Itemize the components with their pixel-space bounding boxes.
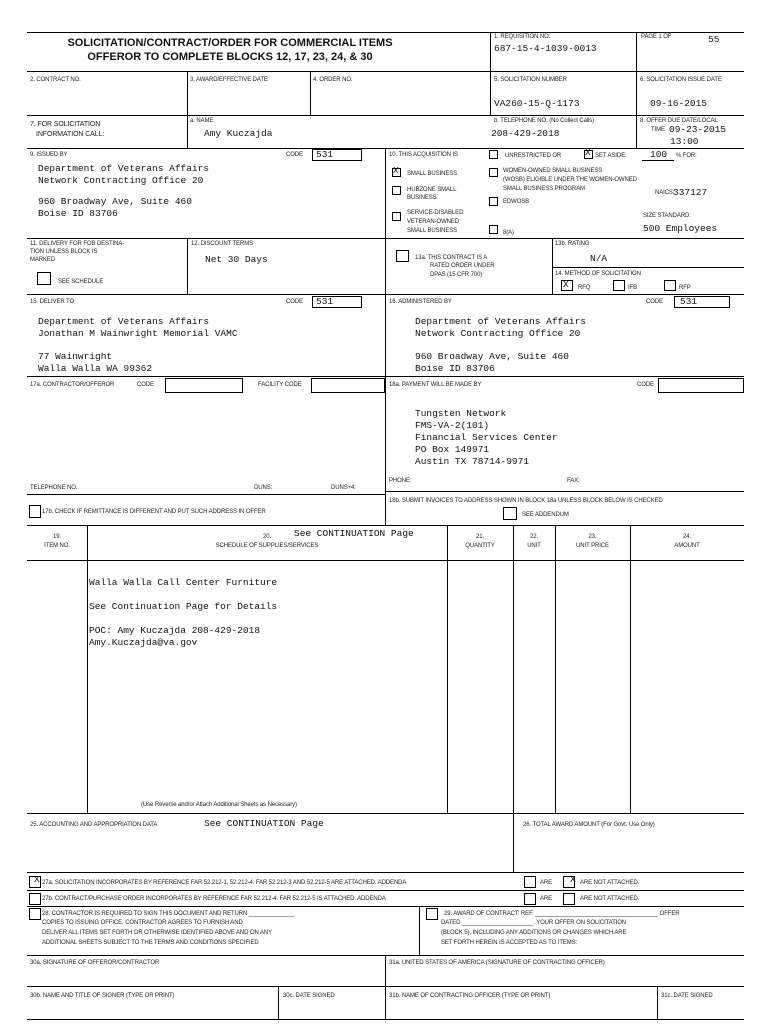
rated-order-label-1: 13a. THIS CONTRACT IS A [415, 255, 488, 261]
hubzone-checkbox[interactable] [392, 186, 401, 195]
date-signed-offeror-label: 30c. DATE SIGNED [283, 993, 335, 999]
see-addendum-label: SEE ADDENDUM [522, 512, 569, 518]
issue-date: 09-16-2015 [650, 98, 708, 109]
rfp-label: RFP [679, 285, 691, 291]
deliver-to-code: 531 [316, 296, 334, 307]
28-line4: ADDITIONAL SHEETS SUBJECT TO THE TERMS AND CONDITIONS SPECIFIED [42, 940, 259, 946]
offer-due-label: 8. OFFER DUE DATE/LOCAL [640, 118, 718, 124]
col-item-no-num: 19. [52, 534, 62, 540]
issued-by-line4: Boise ID 83706 [38, 208, 118, 219]
offer-due-date: 09-23-2015 [669, 124, 727, 135]
accounting-value: See CONTINUATION Page [204, 818, 324, 829]
acquisition-label: 10. THIS ACQUISITION IS [389, 152, 458, 158]
solicitation-number: VA260-15-Q-1173 [494, 98, 580, 109]
signature-offeror-label: 30a. SIGNATURE OF OFFEROR/CONTRACTOR [30, 960, 160, 966]
wosb-checkbox[interactable] [489, 168, 498, 177]
remittance-label: 17b. CHECK IF REMITTANCE IS DIFFERENT AND PUT SUCH ADDRESS IN OFFER [42, 509, 266, 515]
administered-by-label: 16. ADMINISTERED BY [389, 299, 452, 305]
naics-label: NAICS: [655, 190, 675, 196]
rfq-label: RFQ [578, 285, 591, 291]
edwosb-checkbox[interactable] [489, 197, 498, 206]
name-label: a. NAME [190, 118, 214, 124]
29-line2: DATED ______________________. YOUR OFFER ON SOLICITATION [441, 920, 627, 926]
payment-line3: Financial Services Center [415, 432, 558, 443]
administered-code-label: CODE [646, 299, 663, 305]
rated-order-checkbox[interactable] [396, 250, 409, 262]
payment-code-box[interactable] [658, 378, 744, 393]
telephone-label: b. TELEPHONE NO. (No Collect Calls) [494, 118, 595, 124]
total-award-label: 26. TOTAL AWARD AMOUNT (For Govt. Use Only) [523, 822, 655, 828]
deliver-to-code-label: CODE [286, 299, 303, 305]
deliver-to-line2: Jonathan M Wainwright Memorial VAMC [38, 328, 238, 339]
sdvosb-label-1: SERVICE-DISABLED [407, 210, 464, 216]
submit-invoices-label: 18b. SUBMIT INVOICES TO ADDRESS SHOWN IN BLOCK 18a UNLESS BLOCK BELOW IS CHECKED [389, 498, 663, 504]
issued-by-line2: Network Contracting Office 20 [38, 175, 204, 186]
contact-name: Amy Kuczajda [204, 128, 273, 139]
payment-line1: Tungsten Network [415, 408, 507, 419]
set-aside-percent: 100 [650, 149, 668, 160]
for-solicitation-label: 7. FOR SOLICITATION [30, 121, 101, 128]
administered-line2: Network Contracting Office 20 [415, 328, 581, 339]
deliver-to-line3: 77 Wainwright [38, 351, 113, 362]
col-amount: AMOUNT [674, 543, 700, 549]
payment-line5: Austin TX 78714-9971 [415, 456, 530, 467]
fob-label-2: TION UNLESS BLOCK IS [30, 249, 98, 255]
rated-order-label-3: DPAS (15 CFR 700) [430, 272, 483, 278]
27b-are-checkbox[interactable] [524, 893, 536, 905]
see-schedule-checkbox[interactable] [37, 272, 51, 285]
29-line3: (BLOCK 5), INCLUDING ANY ADDITIONS OR CHANGES WHICH ARE [441, 930, 627, 936]
page-label: PAGE 1 OF [641, 34, 672, 40]
rating-label: 13b. RATING [555, 241, 590, 247]
size-standard-value: 500 Employees [643, 223, 718, 234]
facility-code-label: FACILITY CODE [258, 382, 302, 388]
naics-value: 337127 [673, 187, 708, 198]
contractor-tel-label: TELEPHONE NO. [30, 485, 78, 491]
order-no-label: 4. ORDER NO. [313, 77, 353, 83]
rfp-checkbox[interactable] [664, 280, 676, 291]
28-line1: 28. CONTRACTOR IS REQUIRED TO SIGN THIS DOCUMENT AND RETURN ______________ [42, 911, 295, 917]
schedule-line4: Amy.Kuczajda@va.gov [89, 637, 198, 648]
col-unit-num: 22. [529, 534, 539, 540]
col-quantity-num: 21. [475, 534, 485, 540]
sdvosb-checkbox[interactable] [392, 212, 401, 221]
sdvosb-label-2: VETERAN-OWNED [407, 219, 460, 225]
29-line4: SET FORTH HEREIN IS ACCEPTED AS TO ITEMS: [441, 940, 578, 946]
signer-name-label: 30b. NAME AND TITLE OF SIGNER (TYPE OR PRINT) [30, 993, 175, 999]
col-amount-num: 24. [682, 534, 692, 540]
discount-terms-label: 12. DISCOUNT TERMS [191, 241, 253, 247]
set-aside-label: SET ASIDE: [595, 153, 627, 159]
deliver-to-label: 15. DELIVER TO [30, 299, 75, 305]
date-signed-officer-label: 31c. DATE SIGNED [661, 993, 713, 999]
hubzone-label-1: HUBZONE SMALL [407, 187, 457, 193]
percent-for-label: % FOR: [676, 153, 697, 159]
28-checkbox[interactable] [29, 908, 41, 920]
form-subtitle: OFFEROR TO COMPLETE BLOCKS 12, 17, 23, 24, & 30 [87, 51, 373, 63]
schedule-line2: See Continuation Page for Details [89, 601, 278, 612]
issued-by-code-label: CODE [286, 152, 303, 158]
deliver-to-line4: Walla Walla WA 99362 [38, 363, 153, 374]
fax-label: FAX: [567, 478, 580, 484]
small-business-label: SMALL BUSINESS [407, 171, 458, 177]
duns4-label: DUNS+4: [331, 485, 356, 491]
col-schedule-num: 20. [262, 534, 272, 540]
rated-order-label-2: RATED ORDER UNDER [430, 263, 495, 269]
rating-value: N/A [590, 253, 608, 264]
hubzone-label-2: BUSINESS [407, 195, 437, 201]
ifb-label: IFB [628, 285, 638, 291]
col-unit: UNIT [527, 543, 541, 549]
administered-line4: Boise ID 83706 [415, 363, 495, 374]
issued-by-line1: Department of Veterans Affairs [38, 163, 210, 174]
remittance-checkbox[interactable] [29, 505, 41, 518]
duns-label: DUNS: [254, 485, 273, 491]
27a-mark: X [34, 874, 40, 885]
requisition-label: 1. REQUISITION NO. [494, 34, 551, 40]
administered-code: 531 [680, 296, 698, 307]
27b-label: 27b. CONTRACT/PURCHASE ORDER INCORPORATES BY REFERENCE FAR 52.212-4. FAR 52.212-5 IS ATTACHED. ADDENDA [42, 896, 386, 902]
27a-are-label: ARE [540, 880, 553, 886]
schedule-footer-note: (Use Reverse and/or Attach Additional Sheets as Necessary) [141, 802, 297, 808]
wosb-label-3: SMALL BUSINESS PROGRAM [503, 186, 585, 192]
set-aside-mark: X [585, 147, 591, 158]
issue-date-label: 6. SOLICITATION ISSUE DATE [640, 77, 722, 83]
29-checkbox[interactable] [426, 908, 438, 920]
requisition-value: 687-15-4-1039-0013 [494, 43, 597, 54]
see-schedule-label: SEE SCHEDULE [58, 279, 104, 285]
schedule-line3: POC: Amy Kuczajda 208-429-2018 [89, 625, 261, 636]
deliver-to-line1: Department of Veterans Affairs [38, 316, 210, 327]
27a-are-checkbox[interactable] [524, 876, 536, 888]
issued-by-label: 9. ISSUED BY [30, 152, 68, 158]
discount-terms: Net 30 Days [205, 254, 268, 265]
award-date-label: 3. AWARD/EFFECTIVE DATE [190, 77, 268, 83]
administered-line1: Department of Veterans Affairs [415, 316, 587, 327]
eight-a-label: 8(A) [503, 230, 514, 236]
telephone-value: 208-429-2018 [491, 128, 560, 139]
contractor-code-box[interactable] [165, 378, 243, 393]
wosb-label-2: (WOSB) ELIGIBLE UNDER THE WOMEN-OWNED [503, 177, 637, 183]
phone-label: PHONE: [389, 478, 412, 484]
unrestricted-label: UNRESTRICTED OR [505, 153, 562, 159]
payment-line2: FMS-VA-2(101) [415, 420, 490, 431]
contractor-label: 17a. CONTRACTOR/OFFEROR [30, 382, 115, 388]
unrestricted-checkbox[interactable] [489, 150, 498, 159]
28-line3: DELIVER ALL ITEMS SET FORTH OR OTHERWISE IDENTIFIED ABOVE AND ON ANY [42, 930, 273, 936]
27a-are-not-label: ARE NOT ATTACHED. [580, 880, 640, 886]
rfq-mark: X [563, 279, 569, 290]
col-quantity: QUANTITY [465, 543, 495, 549]
contract-no-label: 2. CONTRACT NO. [30, 77, 81, 83]
small-business-mark: X [393, 165, 399, 176]
information-call-label: INFORMATION CALL: [36, 131, 105, 138]
29-line1: 29. AWARD OF CONTRACT: REF. ______________________________________ OFFER [444, 911, 680, 917]
time-label: TIME [651, 127, 665, 133]
method-label: 14. METHOD OF SOLICITATION [555, 271, 641, 277]
col-unit-price-num: 23. [588, 534, 597, 540]
form-title: SOLICITATION/CONTRACT/ORDER FOR COMMERCIAL ITEMS [67, 37, 393, 49]
solicitation-number-label: 5. SOLICITATION NUMBER [494, 77, 567, 83]
page-count: 55 [708, 34, 720, 45]
col-schedule: SCHEDULE OF SUPPLIES/SERVICES [215, 543, 319, 549]
administered-line3: 960 Broadway Ave, Suite 460 [415, 351, 569, 362]
payment-by-label: 18a. PAYMENT WILL BE MADE BY [389, 382, 482, 388]
issued-by-code: 531 [316, 149, 334, 160]
eight-a-checkbox[interactable] [489, 225, 498, 234]
offer-due-time: 13:00 [670, 136, 699, 147]
col-unit-price: UNIT PRICE [576, 543, 609, 549]
27b-are-not-checkbox[interactable] [563, 893, 575, 905]
see-addendum-checkbox[interactable] [503, 507, 517, 520]
27b-are-not-label: ARE NOT ATTACHED. [580, 896, 640, 902]
ifb-checkbox[interactable] [613, 280, 625, 291]
schedule-line1: Walla Walla Call Center Furniture [89, 577, 278, 588]
edwosb-label: EDWOSB [503, 199, 530, 205]
officer-name-label: 31b. NAME OF CONTRACTING OFFICER (TYPE OR PRINT) [389, 993, 551, 999]
accounting-label: 25. ACCOUNTING AND APPROPRIATION DATA [30, 822, 158, 828]
wosb-label-1: WOMEN-OWNED SMALL BUSINESS [503, 168, 603, 174]
fob-label-3: MARKED [30, 257, 56, 263]
payment-line4: PO Box 149971 [415, 444, 490, 455]
signature-officer-label: 31a. UNITED STATES OF AMERICA (SIGNATURE OF CONTRACTING OFFICER) [389, 960, 605, 966]
27a-label: 27a. SOLICITATION INCORPORATES BY REFERENCE FAR 52.212-1, 52.212-4. FAR 52.212-3 AND 52.212-5 ARE ATTACHED. ADDENDA [42, 880, 407, 886]
27b-are-label: ARE [540, 896, 553, 902]
size-standard-label: SIZE STANDARD: [643, 213, 691, 219]
sdvosb-label-3: SMALL BUSINESS [407, 228, 458, 234]
27b-checkbox[interactable] [29, 893, 41, 905]
contractor-code-label: CODE [137, 382, 154, 388]
facility-code-box[interactable] [311, 378, 385, 393]
issued-by-line3: 960 Broadway Ave, Suite 460 [38, 196, 192, 207]
col-item-no: ITEM NO. [44, 543, 70, 549]
27a-are-not-mark: X [570, 874, 576, 885]
fob-label-1: 11. DELIVERY FOR FOB DESTINA- [30, 241, 125, 247]
28-line2: COPIES TO ISSUING OFFICE. CONTRACTOR AGREES TO FURNISH AND [42, 920, 243, 926]
payment-code-label: CODE [637, 382, 654, 388]
schedule-see-continuation: See CONTINUATION Page [294, 528, 414, 539]
